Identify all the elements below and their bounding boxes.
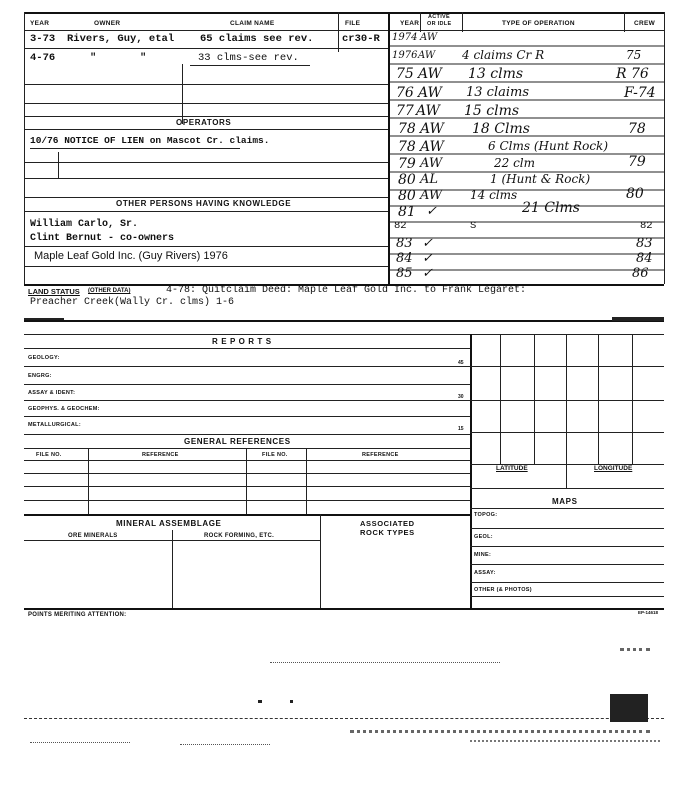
activity-14-year: 84 (396, 251, 413, 266)
maps-mine: MINE: (474, 552, 492, 558)
general-refs-title: GENERAL REFERENCES (184, 437, 291, 446)
report-geophys: GEOPHYS. & GEOCHEM: (28, 406, 100, 412)
activity-12-year: 82 (394, 220, 407, 232)
scale-15: 15 (458, 426, 464, 432)
activity-6-status: AW (420, 121, 444, 137)
activity-15-crew: 86 (632, 266, 649, 281)
operators-title: OPERATORS (176, 118, 232, 127)
longitude-label: LONGITUDE (594, 465, 633, 472)
others-line-3: Maple Leaf Gold Inc. (Guy Rivers) 1976 (34, 250, 228, 262)
others-title: OTHER PERSONS HAVING KNOWLEDGE (116, 199, 292, 208)
activity-4-status: AW (418, 85, 442, 101)
activity-12-status: S (470, 220, 477, 232)
activity-3-crew: R 76 (616, 66, 649, 82)
maps-geol: GEOL: (474, 534, 493, 540)
activity-13-crew: 83 (636, 236, 653, 251)
activity-2-status: AW (418, 50, 436, 61)
activity-5-status: AW (416, 103, 440, 119)
activity-8-year: 79 (398, 156, 416, 172)
activity-7-type: 6 Clms (Hunt Rock) (488, 139, 608, 153)
activity-15-year: 85 (396, 266, 413, 281)
activity-8-type: 22 clm (494, 156, 536, 170)
header-type-of-operation: TYPE OF OPERATION (502, 20, 575, 27)
activity-1-year: 1974 (392, 32, 418, 43)
activity-9-status: AL (420, 172, 439, 187)
activity-7-status: AW (420, 139, 444, 155)
activity-10-year: 80 (398, 188, 416, 204)
claim-row-2-claim-name: 33 clms-see rev. (198, 52, 299, 64)
header-owner: OWNER (94, 20, 121, 27)
activity-11-status: ✓ (426, 204, 437, 219)
activity-5-year: 77 (396, 103, 414, 119)
report-assay: ASSAY & IDENT: (28, 390, 76, 396)
ref-col-reference-2: REFERENCE (362, 452, 399, 458)
claim-row-1-file: cr30-R (342, 33, 380, 45)
claim-row-2-year: 4-76 (30, 52, 56, 64)
report-metallurgical: METALLURGICAL: (28, 422, 81, 428)
activity-4-type: 13 claims (466, 85, 530, 100)
ref-col-file-no-2: FILE NO. (262, 452, 288, 458)
claim-row-1-owner: Rivers, Guy, etal (67, 33, 175, 45)
scale-30: 30 (458, 394, 464, 400)
header-or-idle: OR IDLE (427, 21, 452, 27)
land-status-text-2: Preacher Creek(Wally Cr. clms) 1-6 (30, 297, 235, 308)
activity-13-status: ✓ (422, 236, 433, 251)
header-act-year: YEAR (400, 20, 420, 27)
mineral-rock-forming: ROCK FORMING, ETC. (204, 533, 275, 539)
activity-6-year: 78 (398, 121, 416, 137)
claim-row-1-year: 3-73 (30, 33, 56, 45)
scale-45: 45 (458, 360, 464, 366)
form-number: EP-14618 (638, 610, 659, 615)
activity-9-type: 1 (Hunt & Rock) (490, 172, 591, 186)
activity-2-year: 1976 (392, 50, 418, 61)
activity-3-year: 75 (396, 66, 414, 82)
activity-14-crew: 84 (636, 251, 653, 266)
activity-9-year: 80 (398, 172, 416, 188)
ref-col-reference-1: REFERENCE (142, 452, 179, 458)
mineral-title: MINERAL ASSEMBLAGE (116, 519, 222, 528)
activity-10-crew: 80 (626, 186, 644, 202)
activity-6-crew: 78 (628, 121, 646, 137)
maps-topog: TOPOG: (474, 512, 498, 518)
report-geology: GEOLOGY: (28, 355, 60, 361)
report-engrg: ENGRG: (28, 373, 52, 379)
activity-7-year: 78 (398, 139, 416, 155)
activity-8-status: AW (420, 156, 443, 171)
activity-4-crew: F-74 (624, 85, 656, 101)
claim-row-2-owner-ditto-2: " (140, 52, 147, 64)
activity-13-year: 83 (396, 236, 413, 251)
header-claim-name: CLAIM NAME (230, 20, 275, 27)
activity-10-type: 14 clms (470, 188, 518, 202)
operators-entry: 10/76 NOTICE OF LIEN on Mascot Cr. claims. (30, 135, 270, 146)
claim-row-2-owner-ditto: " (90, 52, 97, 64)
points-label: POINTS MERITING ATTENTION: (28, 612, 127, 618)
activity-5-type: 15 clms (464, 103, 520, 119)
activity-3-status: AW (418, 66, 442, 82)
activity-1-status: AW (420, 32, 438, 43)
header-active: ACTIVE (428, 14, 450, 20)
latitude-label: LATITUDE (496, 465, 528, 472)
activity-11-year: 81 (398, 204, 416, 220)
activity-12-crew: 82 (640, 220, 653, 232)
maps-other: OTHER (& PHOTOS) (474, 587, 532, 593)
mineral-ore: ORE MINERALS (68, 533, 118, 539)
land-status-sub: (OTHER DATA) (88, 288, 131, 294)
header-year: YEAR (30, 20, 50, 27)
reports-title: R E P O R T S (212, 337, 272, 346)
activity-4-year: 76 (396, 85, 414, 101)
activity-3-type: 13 clms (468, 66, 524, 82)
land-status-text-1: 4-78: Quitclaim Deed: Maple Leaf Gold Inc. to Frank Legaret: (166, 285, 527, 296)
assoc-rock-1: ASSOCIATED (360, 519, 415, 528)
land-status-label: LAND STATUS (28, 287, 80, 296)
others-line-1: William Carlo, Sr. (30, 219, 139, 230)
others-line-2: Clint Bernut - co-owners (30, 233, 175, 244)
activity-11-type: 21 Clms (522, 200, 580, 216)
activity-14-status: ✓ (422, 251, 433, 266)
activity-2-type: 4 claims Cr R (462, 48, 545, 62)
activity-10-status: AW (420, 188, 443, 203)
assoc-rock-2: ROCK TYPES (360, 528, 415, 537)
header-crew: CREW (634, 20, 656, 27)
activity-8-crew: 79 (628, 154, 646, 170)
ref-col-file-no-1: FILE NO. (36, 452, 62, 458)
maps-assay: ASSAY: (474, 570, 496, 576)
activity-6-type: 18 Clms (472, 121, 530, 137)
claim-row-1-claim-name: 65 claims see rev. (200, 33, 314, 45)
maps-title: MAPS (552, 497, 578, 506)
activity-15-status: ✓ (422, 266, 433, 281)
header-file: FILE (345, 20, 361, 27)
activity-2-crew: 75 (626, 48, 642, 62)
